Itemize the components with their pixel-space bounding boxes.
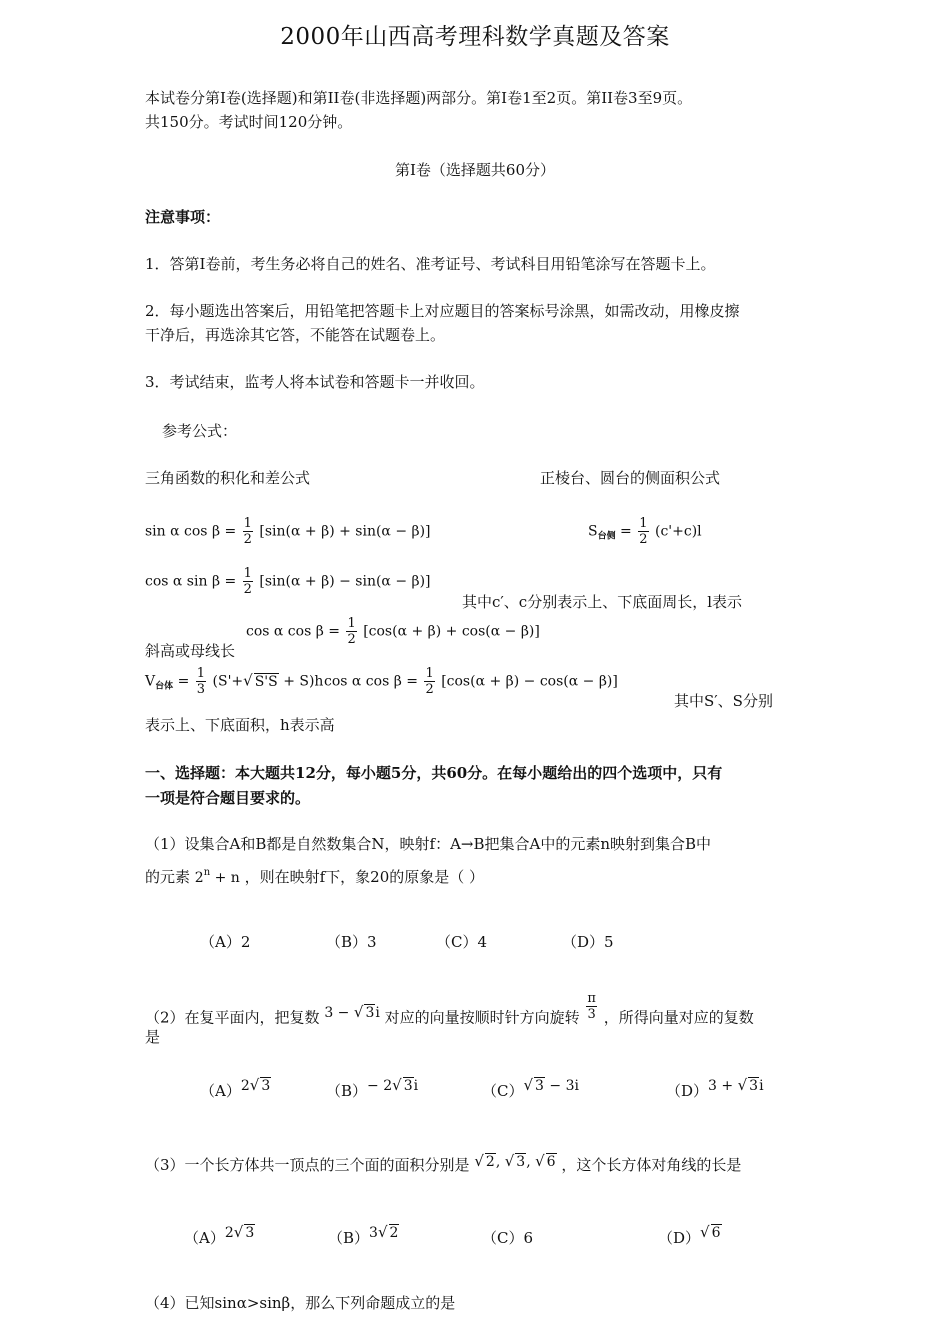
note-item-2-line-1: 2．每小题选出答案后，用铅笔把答题卡上对应题目的答案标号涂黑，如需改动，用橡皮擦 [145,302,740,320]
notes-heading: 注意事项： [145,208,221,226]
q3-option-d: （D）√ 6 [658,1223,721,1247]
formula-cos-sin [145,566,431,597]
q1-option-b: （B）3 [326,933,377,951]
note-item-2-line-2: 干净后，再选涂其它答，不能答在试题卷上。 [145,326,446,344]
fraction-half: $\frac{1}{2}$ [243,566,252,597]
subscript-volume: 台体 [155,681,174,692]
fraction-half: $\frac{1}{2}$ [347,616,356,647]
q1-line-2: 的元素 $2^n + n$ ，则在映射f下，象20的原象是（ ） [145,867,485,886]
q2-option-b: （B）− 2√ 3i [326,1076,419,1100]
q1-option-c: （C）4 [436,933,488,951]
q3-option-c: （C）6 [482,1229,534,1247]
note-item-3: 3．考试结束，监考人将本试卷和答题卡一并收回。 [145,373,485,391]
q1-expression: $2^n + n$ [194,867,240,886]
formulas-left-title: 三角函数的积化和差公式 [145,469,311,487]
formula-cos-cos-minus: cos α cos β = $\frac{1}{2}$ [cos(α + β) − cos(α − β)] [324,666,618,697]
subscript-lateral: 台侧 [597,531,616,542]
fraction-half: $\frac{1}{2}$ [243,516,252,547]
q4-line-1: （4）已知sinα>sinβ，那么下列命题成立的是 [145,1294,456,1312]
q2-complex: 3 − √ 3i [324,1002,380,1021]
page-title: 2000年山西高考理科数学真题及答案 [280,24,670,50]
q1-option-a: （A）2 [200,933,251,951]
part1-heading-line-1: 一、选择题：本大题共12分，每小题5分，共60分。在每小题给出的四个选项中，只有 [145,764,723,782]
q2-line-2: 是 [145,1028,161,1046]
formula-cos-cos-plus: cos α cos β = $\frac{1}{2}$ [cos(α + β) + cos(α − β)] [246,616,540,647]
q2-option-a: （A）2√ 3 [200,1076,271,1100]
q2-option-d: （D）3 + √ 3i [666,1076,764,1100]
fraction-half: $\frac{1}{2}$ [425,666,434,697]
q1-option-d: （D）5 [562,933,614,951]
formula-cos-sin-lhs: cos α sin β = [145,573,237,590]
q3-radicals: √ 2, √ 3, √ 6 [474,1152,556,1170]
formula-sin-cos-rhs: [sin(α + β) + sin(α − β)] [259,523,431,540]
formula-lateral-area: $S_{台侧}$ = $\frac{1}{2}$ (c'+c)l [588,516,702,547]
q2-option-c: （C）√ 3 − 3i [482,1076,579,1100]
part1-heading-line-2: 一项是符合题目要求的。 [145,789,311,807]
note-c-line-1: 其中c′、c分别表示上、下底面周长，l表示 [462,593,743,611]
intro-line-2: 共150分。考试时间120分钟。 [145,113,353,131]
note-item-1: 1．答第Ⅰ卷前，考生务必将自己的姓名、准考证号、考试科目用铅笔涂写在答题卡上。 [145,255,716,273]
note-s-line-1: 其中S′、S分别 [674,692,773,710]
formula-sin-cos-lhs: sin α cos β = [145,523,237,540]
formula-cos-sin-rhs: [sin(α + β) − sin(α − β)] [259,573,431,590]
fraction-third: $\frac{1}{3}$ [196,666,206,697]
formula-volume: $V_{台体}$ = $\frac{1}{3}$ (S'+√ S'S + S)h [145,666,324,697]
q3-line-1: （3）一个长方体共一顶点的三个面的面积分别是 √ 2, √ 3, √ 6 ，这个长方体对角线的长是 [145,1152,742,1174]
q3-option-a: （A）2√ 3 [184,1223,255,1247]
q3-option-b: （B）3√ 2 [328,1223,399,1247]
formulas-right-title: 正棱台、圆台的侧面积公式 [540,469,721,487]
intro-line-1: 本试卷分第Ⅰ卷(选择题)和第ⅠI卷(非选择题)两部分。第Ⅰ卷1至2页。第ⅠI卷3至9页。 [145,89,693,107]
section1-heading: 第Ⅰ卷（选择题共60分） [394,161,555,179]
q1-line-1: （1）设集合A和B都是自然数集合N，映射f：A→B把集合A中的元素n映射到集合B中 [145,835,712,853]
q2-line-1: （2）在复平面内，把复数 3 − √ 3i 对应的向量按顺时针方向旋转 $\frac{\pi}{3}$ ，所得向量对应的复数 [145,991,754,1027]
radical-ss: S'S [254,673,278,690]
formulas-heading: 参考公式： [162,422,238,440]
q2-fraction-pi-3: $\frac{\pi}{3}$ [587,991,596,1022]
fraction-half: $\frac{1}{2}$ [639,516,648,547]
note-s-line-2: 表示上、下底面积，h表示高 [145,716,335,734]
note-c-line-2: 斜高或母线长 [145,642,236,660]
formula-sin-cos [145,516,431,547]
